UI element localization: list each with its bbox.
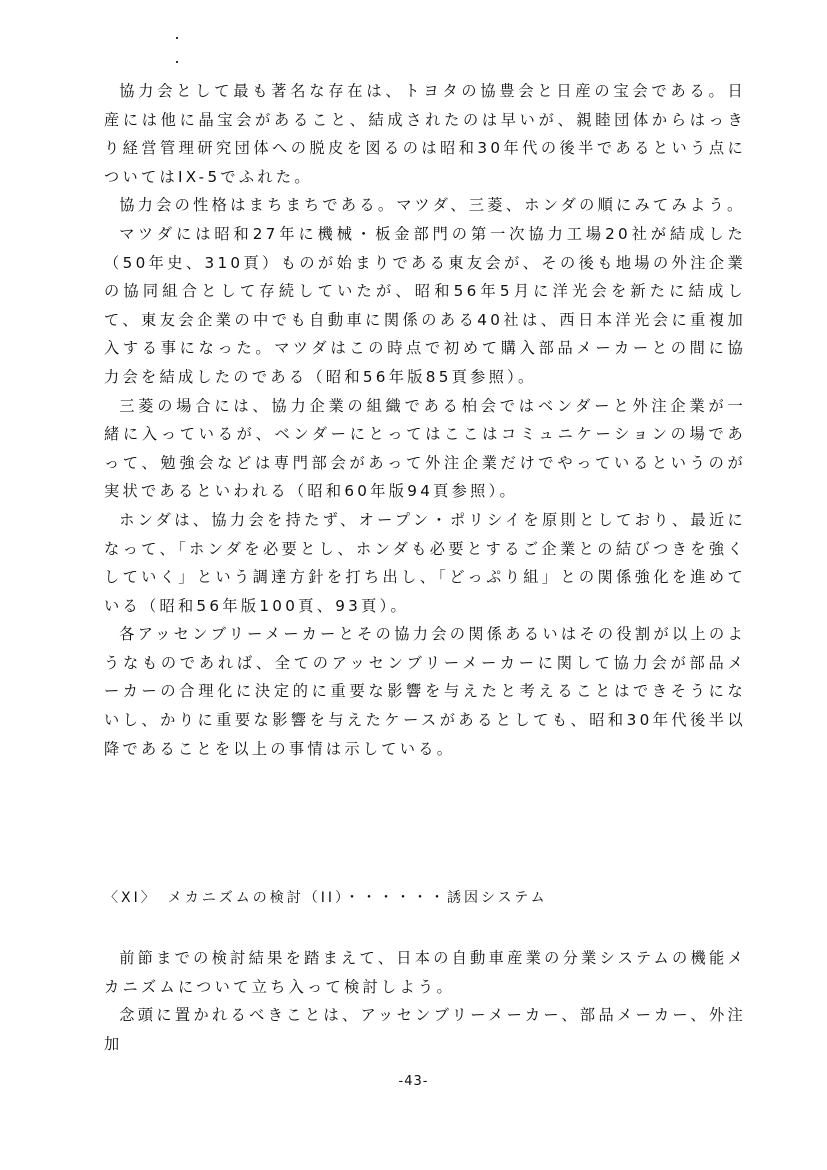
body-text-lower: [104, 944, 746, 1058]
paragraph: ホンダは、協力会を持たず、オープン・ポリシイを原則としており、最近になって、「ホンダを必要とし、ホンダも必要とするご企業との結びつきを強くしていく」という調達方針を打ち出し、「どっぷり組」との関係強化を進めている（昭和56年版100頁、93頁）。: [104, 510, 746, 615]
page-number: -43-: [398, 1074, 429, 1089]
scan-speck: [176, 61, 178, 63]
paragraph: 念頭に置かれるべきことは、アッセンブリーメーカー、部品メーカー、外注加: [104, 1006, 746, 1053]
paragraph: 協力会の性格はまちまちである。マツダ、三菱、ホンダの順にみてみよう。: [119, 196, 746, 215]
scan-speck: [176, 37, 178, 39]
body-text-upper: [104, 77, 746, 763]
paragraph: 前節までの検討結果を踏まえて、日本の自動車産業の分業システムの機能メカニズムについて立ち入って検討しよう。: [104, 949, 746, 996]
paragraph: 三菱の場合には、協力企業の組織である柏会ではベンダーと外注企業が一緒に入っているが、ベンダーにとってはここはコミュニケーションの場であって、勉強会などは専門部会があって外注企業だけでやっているというのが実状であるといわれる（昭和60年版94頁参照）。: [104, 396, 746, 501]
section-heading: 〈XI〉 メカニズムの検討（II）・・・・・・誘因システム: [104, 890, 548, 906]
paragraph: 各アッセンブリーメーカーとその協力会の関係あるいはその役割が以上のようなものであれば、全てのアッセンブリーメーカーに関して協力会が部品メーカーの合理化に決定的に重要な影響を与えたと考えることはできそうにないし、かりに重要な影響を与えたケースがあるとしても、昭和30年代後半以降であることを以上の事情は示している。: [104, 625, 746, 758]
paragraph: マツダには昭和27年に機械・板金部門の第一次協力工場20社が結成した（50年史、310頁）ものが始まりである東友会が、その後も地場の外注企業の協同組合として存続していたが、昭和56年5月に洋光会を新たに結成して、東友会企業の中でも自動車に関係のある40社は、西日本洋光会に重複加入する事になった。マツダはこの時点で初めて購入部品メーカーとの間に協力会を結成したのである（昭和56年版85頁参照）。: [104, 224, 746, 386]
paragraph: 協力会として最も著名な存在は、トヨタの協豊会と日産の宝会である。日産には他に晶宝会があること、結成されたのは早いが、親睦団体からはっきり経営管理研究団体への脱皮を図るのは昭和30年代の後半であるという点についてはIX-5でふれた。: [104, 82, 746, 186]
